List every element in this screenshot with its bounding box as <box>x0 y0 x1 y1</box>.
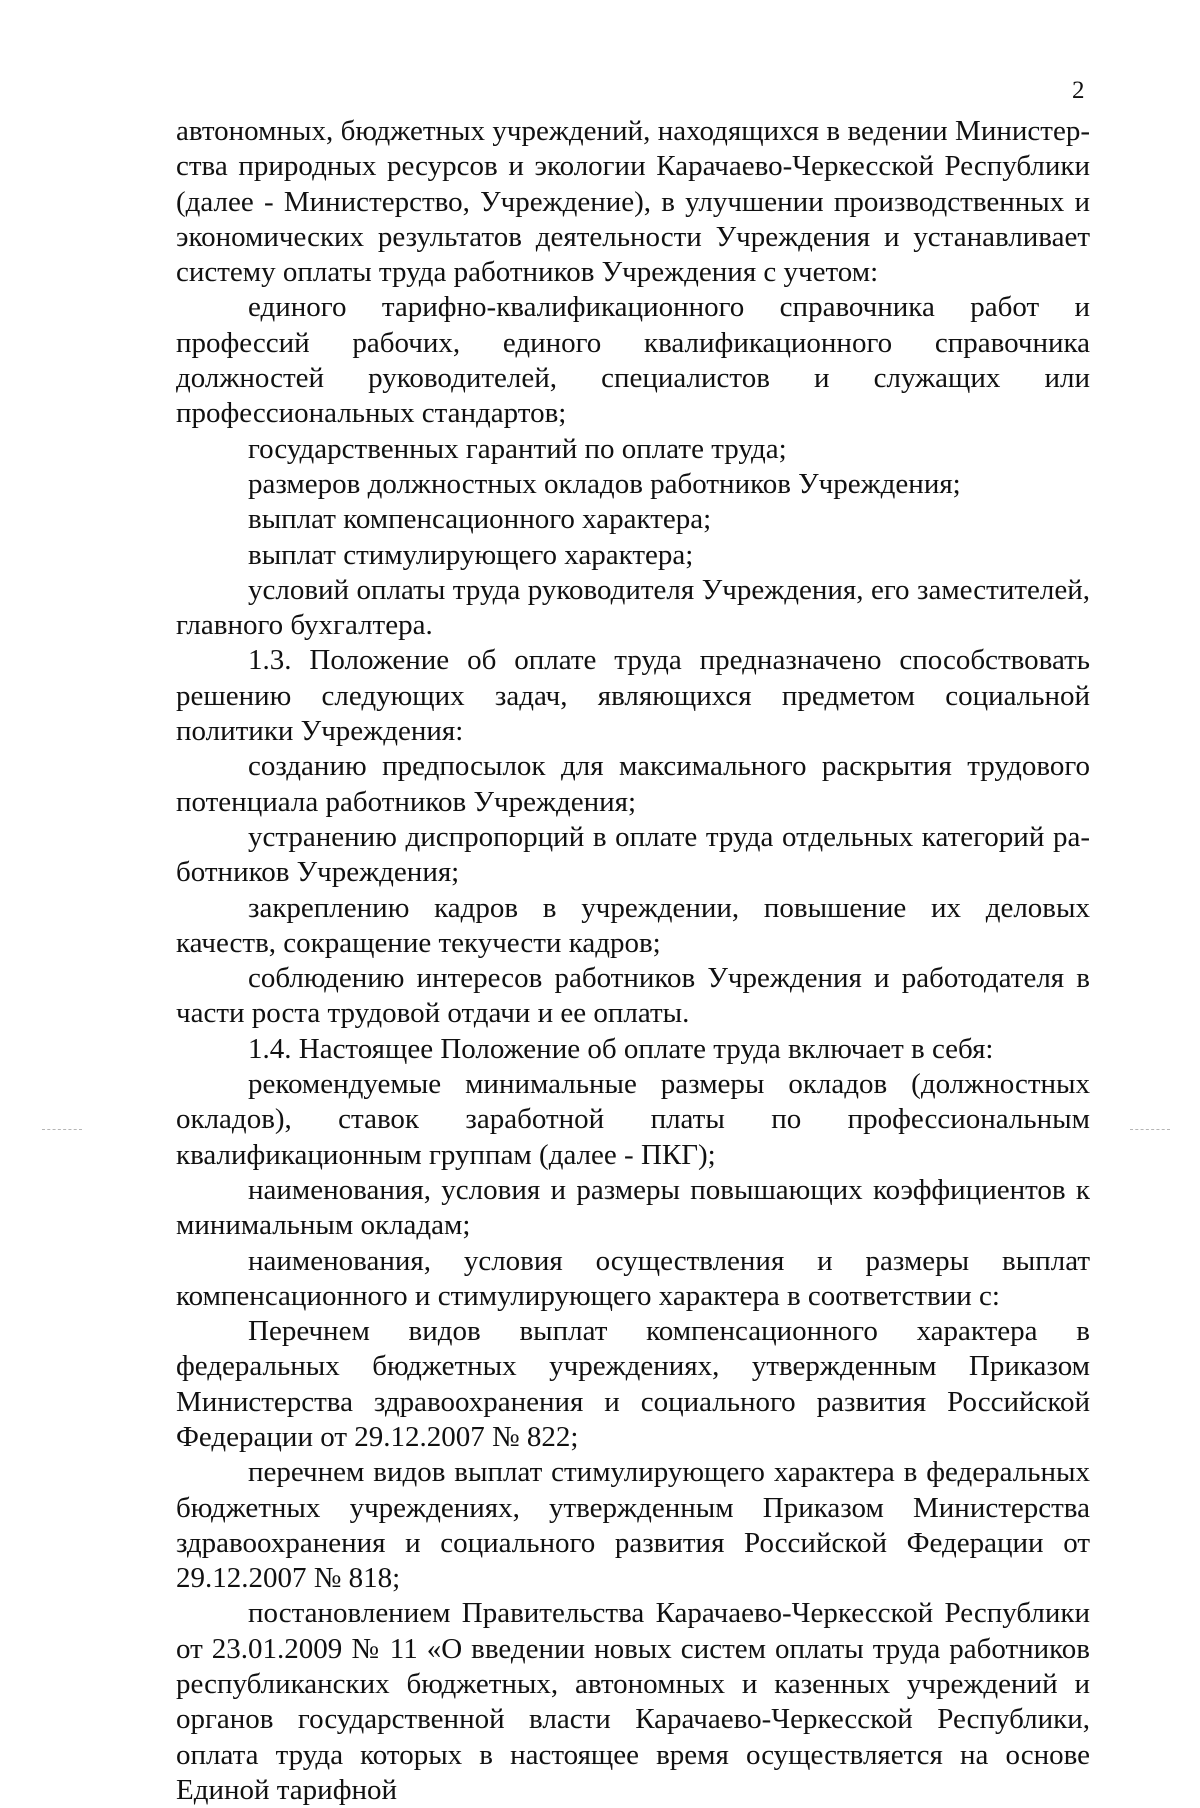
paragraph: закреплению кадров в учреждении, повышение их деловых качеств, сокращение текучести кадров; <box>176 891 1090 959</box>
paragraph: рекомендуемые минимальные размеры окладов (должностных окладов), ставок заработной платы по профессиональным квалификационным группам (далее - ПКГ); <box>176 1068 1090 1171</box>
paragraph: перечнем видов выплат стимулирующего характера в федеральных бюджетных учреждениях, утвержденным Приказом Министерства здравоохранения и социального развития Российской Федерации от 29.12.2007 № 818; <box>176 1456 1090 1595</box>
document-body <box>176 114 1090 1808</box>
paragraph: единого тарифно-квалификационного справочника работ и профессий рабочих, единого квалификационного справочника должностей руководителей, специалистов и служащих или профессиональных стандартов; <box>176 291 1090 430</box>
paragraph: 1.3. Положение об оплате труда предназначено способствовать решению следующих задач, являющихся предметом социальной политики Учреждения: <box>176 644 1090 748</box>
paragraph: выплат стимулирующего характера; <box>248 538 694 571</box>
scan-artifact-right <box>1130 1129 1170 1131</box>
paragraph: наименования, условия осуществления и размеры выплат компенсационного и стимулирующего характера в соответствии с: <box>176 1244 1090 1312</box>
paragraph: Перечнем видов выплат компенсационного характера в федеральных бюджетных учреждениях, утвержденным Приказом Министерства здравоохранения и социального развития Российской Федерации от 29.12.2007 № 822; <box>176 1315 1090 1453</box>
page-number: 2 <box>1072 77 1085 104</box>
paragraph: созданию предпосылок для максимального раскрытия трудового потенциала работников Учреждения; <box>176 750 1090 818</box>
paragraph: 1.4. Настоящее Положение об оплате труда включает в себя: <box>248 1032 994 1065</box>
paragraph: выплат компенсационного характера; <box>248 503 712 536</box>
paragraph: постановлением Правительства Карачаево-Черкесской Республики от 23.01.2009 № 11 «О введении новых систем оплаты труда работников республиканских бюджетных, автономных и казенных учреждений и органов государственной власти Карачаево-Черкесской Республики, оплата труда которых в настоящее время осуществляется на основе Единой тарифной <box>176 1597 1090 1806</box>
paragraph: наименования, условия и размеры повышающих коэффициентов к минимальным окладам; <box>176 1173 1090 1242</box>
paragraph: государственных гарантий по оплате труда; <box>248 432 787 465</box>
paragraph: соблюдению интересов работников Учреждения и работодателя в части роста трудовой отдачи и ее оплаты. <box>176 962 1090 1030</box>
paragraph: устранению диспропорций в оплате труда отдельных категорий работников Учреждения; <box>176 820 1090 889</box>
scan-artifact-left <box>42 1129 82 1131</box>
paragraph: размеров должностных окладов работников Учреждения; <box>248 467 961 500</box>
paragraph: автономных, бюджетных учреждений, находящихся в ведении Министерства природных ресурсов и экологии Карачаево-Черкесской Республики (далее - Министерство, Учреждение), в улучшении производственных и экономических результатов деятельности Учреждения и устанавливает систему оплаты труда работников Учреждения с учетом: <box>176 115 1090 289</box>
paragraph: условий оплаты труда руководителя Учреждения, его заместителей, главного бухгалтера. <box>176 573 1090 642</box>
